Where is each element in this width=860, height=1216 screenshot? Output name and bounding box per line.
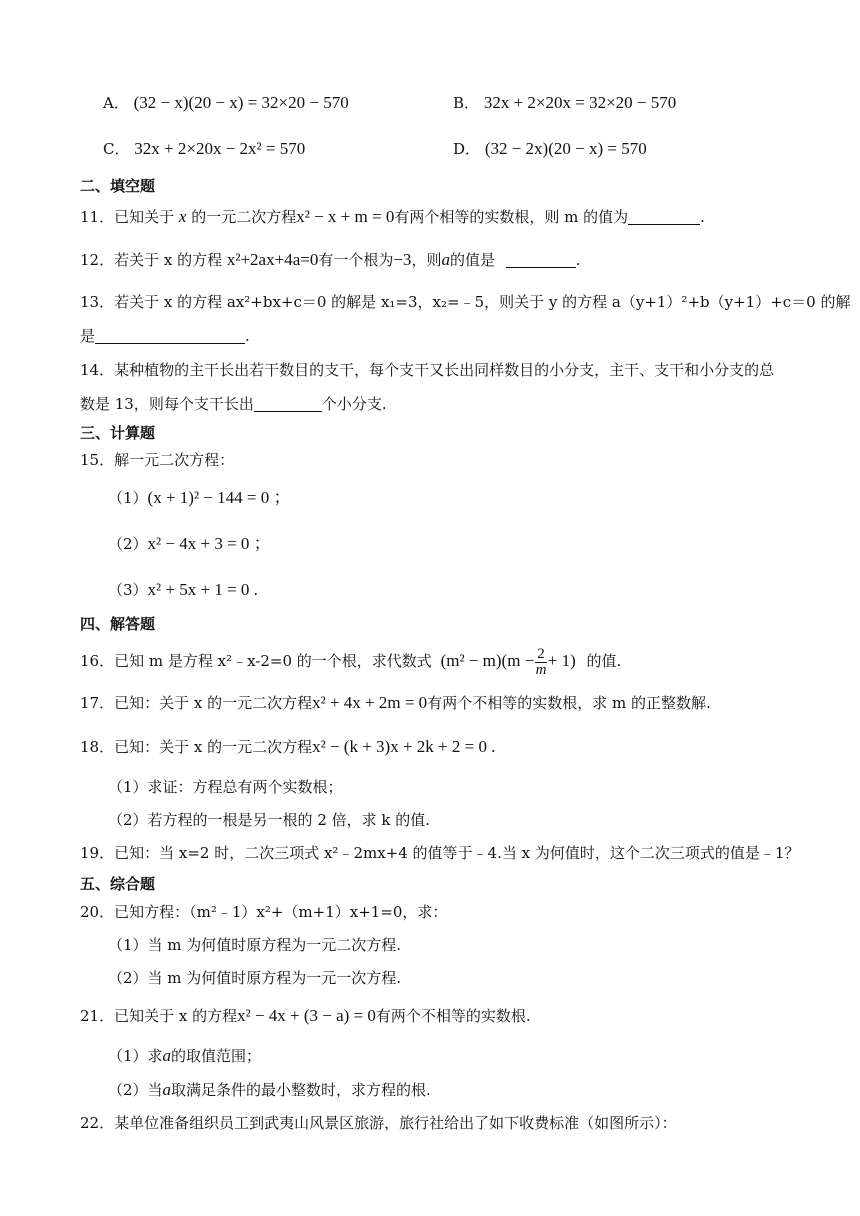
q16-expr-a: (m² − m)(m − bbox=[440, 651, 535, 670]
option-b-label: B． bbox=[453, 94, 480, 112]
q14-text-3: 个小分支. bbox=[321, 395, 387, 413]
question-22 bbox=[80, 1113, 810, 1133]
q12-text-2: 有一个根为 bbox=[318, 251, 394, 269]
q21-part-2-text-b: 取满足条件的最小整数时，求方程的根. bbox=[171, 1081, 431, 1099]
q16-fraction: $\frac{2}{m}$ bbox=[535, 645, 547, 678]
q21-number: 21． bbox=[80, 1007, 115, 1025]
question-16 bbox=[80, 645, 810, 678]
q13-answer-blank[interactable] bbox=[95, 327, 245, 344]
q22-number: 22． bbox=[80, 1114, 115, 1132]
question-21-part-2 bbox=[108, 1080, 810, 1100]
q12-end: . bbox=[575, 251, 581, 269]
question-13-line-2 bbox=[80, 326, 810, 346]
question-19 bbox=[80, 843, 810, 863]
option-d bbox=[453, 138, 647, 159]
q15-part-1-eq: (x + 1)² − 144 = 0 ； bbox=[147, 488, 291, 507]
q21-part-1-text-b: 的取值范围； bbox=[171, 1047, 262, 1065]
q12-answer-blank[interactable] bbox=[506, 251, 576, 268]
question-14-line-1 bbox=[80, 360, 810, 380]
q13-text-1: 若关于 x 的方程 ax²+bx+c＝0 的解是 x₁=3，x₂=﹣5，则关于 y 的方程 a（y+1）²+b（y+1）+c＝0 的解 bbox=[114, 293, 851, 311]
q11-text-1: 已知关于 bbox=[114, 208, 175, 226]
question-18-part-2: （2）若方程的一根是另一根的 2 倍，求 k 的值. bbox=[108, 811, 431, 829]
q20-number: 20． bbox=[80, 903, 115, 921]
q21-part-2-var: a bbox=[162, 1080, 172, 1099]
section-comprehensive-heading: 五、综合题 bbox=[80, 875, 156, 893]
option-a bbox=[103, 92, 349, 113]
q12-text-3: ，则 bbox=[411, 251, 442, 269]
q22-text: 某单位准备组织员工到武夷山风景区旅游，旅行社给出了如下收费标准（如图所示）： bbox=[114, 1114, 677, 1132]
q21-part-2-text-a: （2）当 bbox=[108, 1081, 163, 1099]
section-answer-heading: 四、解答题 bbox=[80, 615, 156, 633]
q11-number: 11． bbox=[80, 208, 115, 226]
question-11: 11．已知关于 x 的一元二次方程x² − x + m = 0有两个相等的实数根，则 m 的值为 . bbox=[80, 207, 705, 226]
q12-equation: x²+2ax+4a=0 bbox=[226, 250, 319, 269]
q11-answer-blank[interactable] bbox=[628, 208, 700, 225]
question-15-part-3 bbox=[108, 580, 810, 600]
option-b-expr: 32x + 2×20x = 32×20 − 570 bbox=[483, 93, 677, 112]
q13-text-2: 是 bbox=[80, 327, 96, 345]
q17-number: 17． bbox=[80, 694, 115, 712]
q12-text-1: 若关于 x 的方程 bbox=[114, 251, 223, 269]
q12-text-4: 的值是 bbox=[449, 251, 495, 269]
q21-text-1: 已知关于 x 的方程 bbox=[114, 1007, 238, 1025]
q16-number: 16． bbox=[80, 652, 115, 670]
q16-expr-b: + 1) bbox=[547, 651, 576, 670]
q18-text-1: 已知：关于 x 的一元二次方程 bbox=[114, 738, 313, 756]
q12-var: a bbox=[441, 250, 450, 269]
q17-text-2: 有两个不相等的实数根，求 m 的正整数解. bbox=[427, 694, 711, 712]
q11-text-2: 的一元二次方程 bbox=[191, 208, 297, 226]
q15-part-2-label: （2） bbox=[108, 535, 148, 553]
option-c-label: C． bbox=[103, 140, 130, 158]
q12-root: −3 bbox=[393, 250, 412, 269]
q20-text: 已知方程：（m²﹣1）x²+（m+1）x+1=0，求： bbox=[114, 903, 448, 921]
q11-text-3: 有两个相等的实数根，则 m 的值为 bbox=[394, 208, 629, 226]
q14-number: 14． bbox=[80, 361, 115, 379]
q15-part-3-label: （3） bbox=[108, 581, 148, 599]
q15-number: 15． bbox=[80, 451, 115, 469]
q21-part-1-var: a bbox=[162, 1046, 172, 1065]
section-fill-heading: 二、填空题 bbox=[80, 177, 156, 195]
option-a-label: A． bbox=[103, 94, 129, 112]
question-12 bbox=[80, 250, 810, 270]
q21-equation: x² − 4x + (3 − a) = 0 bbox=[237, 1006, 376, 1025]
q15-text: 解一元二次方程： bbox=[114, 451, 235, 469]
q16-text-2: 的值. bbox=[586, 652, 622, 670]
option-a-expr: (32 − x)(20 − x) = 32×20 − 570 bbox=[133, 93, 349, 112]
question-18-part-1: （1）求证：方程总有两个实数根； bbox=[108, 778, 343, 796]
q17-text-1: 已知：关于 x 的一元二次方程 bbox=[114, 694, 313, 712]
q13-number: 13． bbox=[80, 293, 115, 311]
q15-part-3-eq: x² + 5x + 1 = 0 . bbox=[147, 580, 258, 599]
q15-part-1-label: （1） bbox=[108, 489, 148, 507]
question-20-part-1: （1）当 m 为何值时原方程为一元二次方程. bbox=[108, 936, 402, 954]
option-d-expr: (32 − 2x)(20 − x) = 570 bbox=[484, 139, 647, 158]
q19-text: 已知：当 x=2 时，二次三项式 x²﹣2mx+4 的值等于﹣4.当 x 为何值时，这个二次三项式的值是﹣1？ bbox=[114, 844, 800, 862]
q14-text-2: 数是 13，则每个支干长出 bbox=[80, 395, 254, 413]
option-d-label: D． bbox=[453, 140, 481, 158]
question-13-line-1 bbox=[80, 292, 851, 312]
option-b bbox=[453, 92, 676, 113]
section-calc-heading: 三、计算题 bbox=[80, 424, 156, 442]
question-20-part-2: （2）当 m 为何值时原方程为一元一次方程. bbox=[108, 969, 402, 987]
question-17 bbox=[80, 693, 810, 713]
q21-part-1-text-a: （1）求 bbox=[108, 1047, 163, 1065]
option-c-expr: 32x + 2×20x − 2x² = 570 bbox=[134, 139, 306, 158]
q11-end: . bbox=[700, 208, 705, 226]
q14-text-1: 某种植物的主干长出若干数目的支干，每个支干又长出同样数目的小分支，主干、支干和小分支的总 bbox=[114, 361, 775, 379]
question-15-part-2 bbox=[108, 534, 810, 554]
q17-equation: x² + 4x + 2m = 0 bbox=[312, 693, 428, 712]
q14-answer-blank[interactable] bbox=[254, 395, 322, 412]
question-21 bbox=[80, 1006, 810, 1026]
q16-text-1: 已知 m 是方程 x²﹣x-2=0 的一个根，求代数式 bbox=[114, 652, 432, 670]
question-21-part-1 bbox=[108, 1046, 810, 1066]
question-20 bbox=[80, 902, 810, 922]
q21-text-2: 有两个不相等的实数根. bbox=[375, 1007, 531, 1025]
question-14-line-2 bbox=[80, 394, 810, 414]
question-15-part-1 bbox=[108, 488, 810, 508]
q18-equation: x² − (k + 3)x + 2k + 2 = 0 . bbox=[312, 737, 496, 756]
q19-number: 19． bbox=[80, 844, 115, 862]
question-15 bbox=[80, 450, 810, 470]
q13-end: . bbox=[245, 327, 250, 345]
question-18 bbox=[80, 737, 810, 757]
option-c bbox=[103, 138, 305, 159]
q15-part-2-eq: x² − 4x + 3 = 0 ； bbox=[147, 534, 271, 553]
q11-equation: x² − x + m = 0 bbox=[296, 207, 395, 226]
q12-number: 12． bbox=[80, 251, 115, 269]
q18-number: 18． bbox=[80, 738, 115, 756]
